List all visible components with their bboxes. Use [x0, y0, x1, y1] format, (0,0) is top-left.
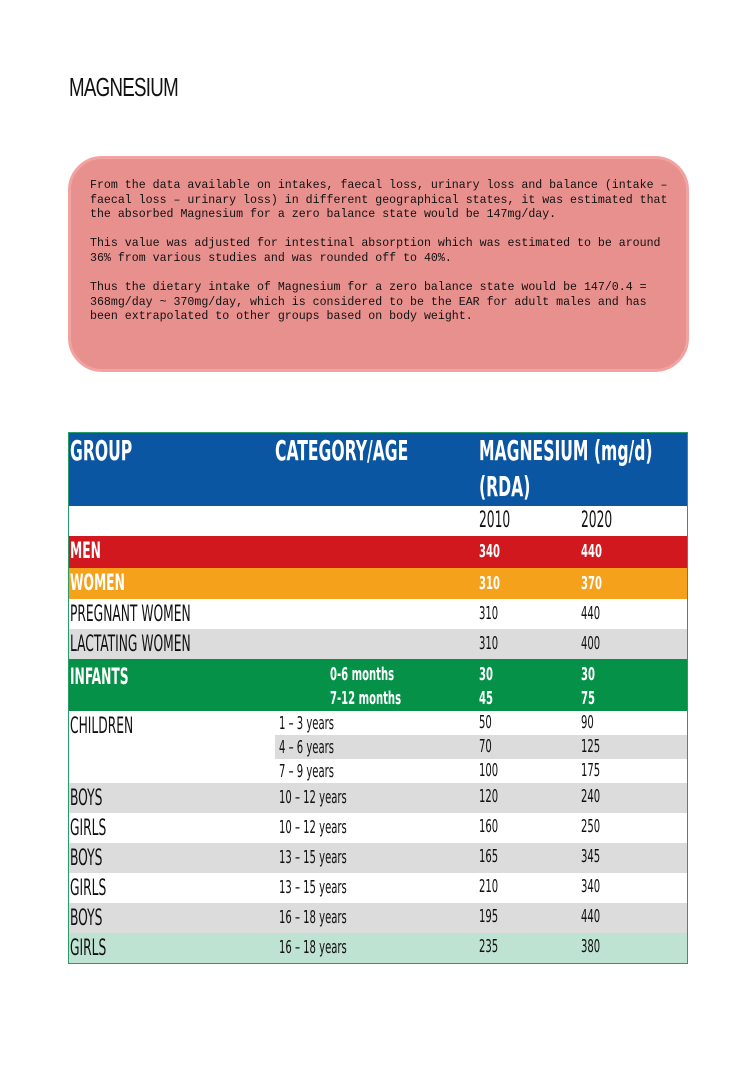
- table-cell: 4 – 6 years: [279, 737, 334, 758]
- table-cell: 380: [581, 936, 601, 957]
- table-row-girls-16-18: [68, 933, 688, 964]
- table-cell: 440: [581, 906, 601, 927]
- table-cell: PREGNANT WOMEN: [70, 602, 191, 627]
- table-cell: 30: [479, 664, 493, 685]
- table-row-lactating: [68, 629, 688, 659]
- table-cell: 250: [581, 816, 601, 837]
- years-row: [68, 506, 688, 536]
- table-cell: 310: [479, 633, 499, 654]
- table-cell: BOYS: [70, 846, 103, 871]
- table-cell: GIRLS: [70, 816, 107, 841]
- table-cell: 235: [479, 936, 499, 957]
- table-cell: 16 – 18 years: [279, 907, 347, 928]
- table-cell: 125: [581, 736, 601, 757]
- table-cell: 45: [479, 688, 493, 709]
- header-magnesium: MAGNESIUM (mg/d): [479, 434, 653, 467]
- table-cell: GIRLS: [70, 936, 107, 961]
- table-cell: 10 – 12 years: [279, 787, 347, 808]
- table-cell: 70: [479, 736, 492, 757]
- callout-paragraph: This value was adjusted for intestinal absorption which was estimated to be around 36% from various studies and was rounded off to 40%.: [90, 237, 661, 265]
- table-cell: 165: [479, 846, 499, 867]
- table-cell: 0-6 months: [330, 664, 395, 685]
- table-cell: LACTATING WOMEN: [70, 632, 191, 657]
- table-row-boys-16-18: [68, 903, 688, 933]
- table-cell: MEN: [70, 539, 101, 564]
- table-cell: 370: [581, 573, 602, 594]
- table-cell: 345: [581, 846, 601, 867]
- table-row-boys-10-12: [68, 783, 688, 813]
- callout-paragraph: From the data available on intakes, faecal loss, urinary loss and balance (intake – faecal loss – urinary loss) in different geographical states, it was estimated that the absorbed Magnesium for a zero balance state would be 147mg/day.: [90, 179, 668, 222]
- table-cell: 90: [581, 712, 594, 733]
- table-cell: 75: [581, 688, 595, 709]
- table-cell: 340: [581, 876, 601, 897]
- year-2010: 2010: [479, 508, 511, 533]
- table-cell: BOYS: [70, 786, 103, 811]
- table-row-women: [68, 568, 688, 599]
- table-cell: 195: [479, 906, 499, 927]
- year-2020: 2020: [581, 508, 613, 533]
- table-cell: 340: [479, 541, 500, 562]
- page-title: MAGNESIUM: [69, 72, 178, 102]
- table-cell: 310: [479, 573, 500, 594]
- info-callout: [68, 156, 689, 372]
- table-row-girls-10-12: [68, 813, 688, 843]
- table-cell: 440: [581, 541, 602, 562]
- table-row-infants: [68, 659, 688, 711]
- table-row-children: [68, 711, 688, 783]
- table-cell: 175: [581, 760, 601, 781]
- table-cell: 210: [479, 876, 499, 897]
- table-cell: 50: [479, 712, 492, 733]
- table-header: [68, 432, 688, 506]
- table-cell: 16 – 18 years: [279, 937, 347, 958]
- header-group: GROUP: [70, 434, 133, 467]
- table-cell: 30: [581, 664, 595, 685]
- table-cell: BOYS: [70, 906, 103, 931]
- table-row-boys-13-15: [68, 843, 688, 873]
- table-cell: 310: [479, 603, 499, 624]
- header-category: CATEGORY/AGE: [275, 434, 409, 467]
- table-cell: WOMEN: [70, 571, 125, 596]
- table-cell: 160: [479, 816, 499, 837]
- table-row-men: [68, 536, 688, 568]
- table-row-pregnant: [68, 599, 688, 629]
- table-cell: 10 – 12 years: [279, 817, 347, 838]
- table-cell: 13 – 15 years: [279, 877, 347, 898]
- table-cell: 1 – 3 years: [279, 713, 334, 734]
- table-cell: 13 – 15 years: [279, 847, 347, 868]
- table-cell: GIRLS: [70, 876, 107, 901]
- table-cell: CHILDREN: [70, 714, 134, 739]
- table-cell: 400: [581, 633, 601, 654]
- table-cell: 100: [479, 760, 499, 781]
- table-row-girls-13-15: [68, 873, 688, 903]
- callout-paragraph: Thus the dietary intake of Magnesium for a zero balance state would be 147/0.4 = 368mg/day ~ 370mg/day, which is considered to be the EAR for adult males and has been extrapolated to other groups based on body weight.: [90, 281, 647, 324]
- table-cell: 7-12 months: [330, 688, 402, 709]
- table-cell: 240: [581, 786, 601, 807]
- table-cell: INFANTS: [70, 665, 129, 690]
- table-cell: 7 – 9 years: [279, 761, 334, 782]
- table-cell: 120: [479, 786, 499, 807]
- header-rda: (RDA): [479, 470, 531, 503]
- table-cell: 440: [581, 603, 601, 624]
